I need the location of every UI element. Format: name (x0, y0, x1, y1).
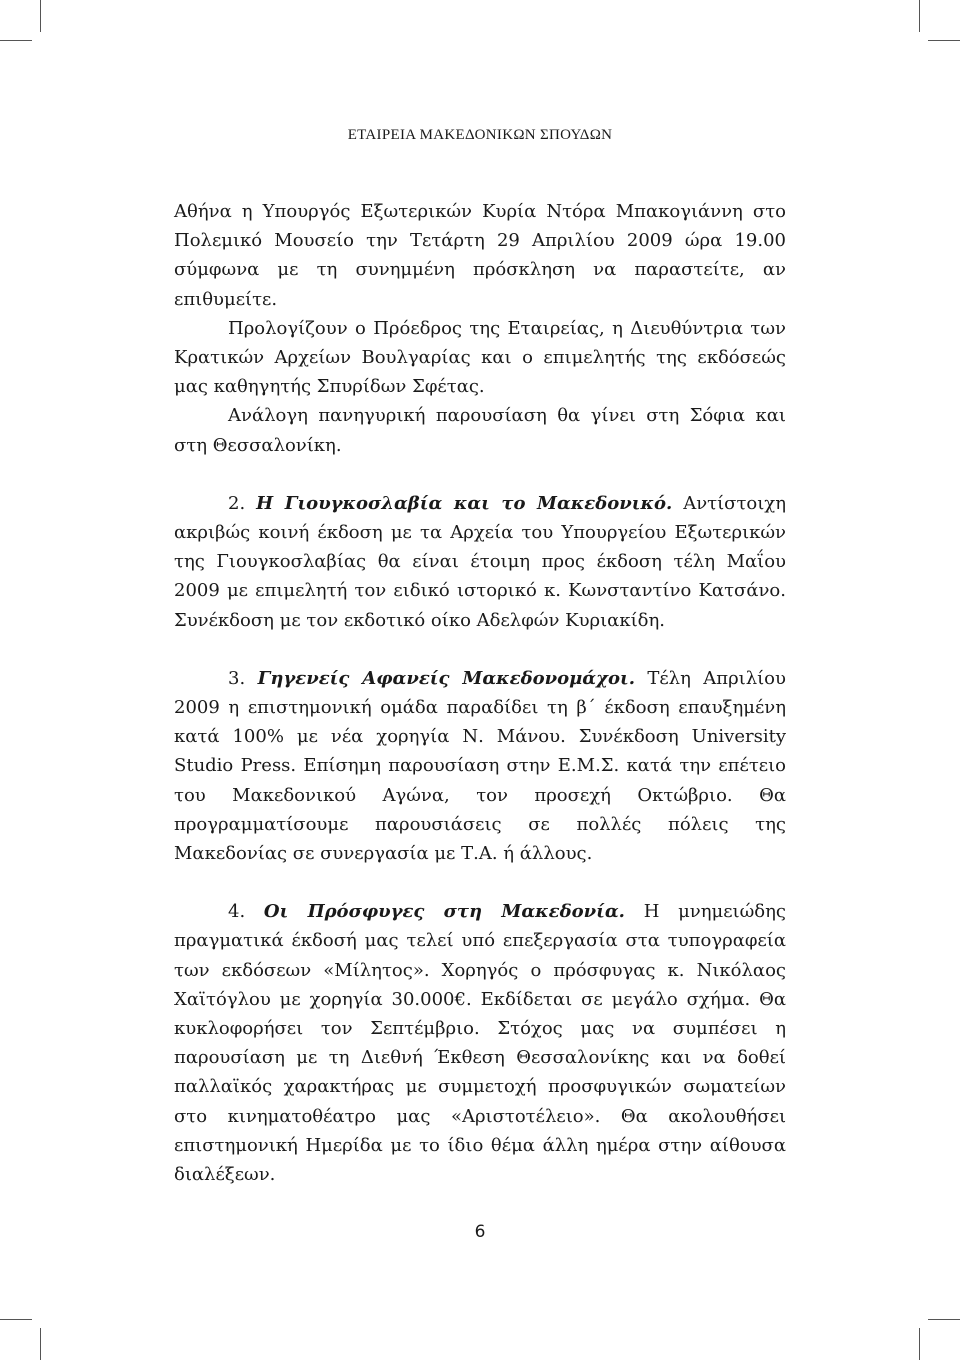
crop-mark-right-bottom (928, 1319, 960, 1320)
section-2 (174, 489, 786, 635)
body-text (174, 197, 786, 1189)
crop-mark-bottom-right (919, 1328, 920, 1360)
section-3-number: 3. (228, 667, 246, 689)
crop-mark-right-top (928, 40, 960, 41)
paragraph-2: Προλογίζουν ο Πρόεδρος της Εταιρείας, η Διευθύντρια των Κρατικών Αρχείων Βουλγαρίας και ο επιμελητής της εκδόσεώς μας καθηγητής Σπυρίδων Σφέτας. (174, 317, 786, 398)
paragraph-1: Αθήνα η Υπουργός Εξωτερικών Κυρία Ντόρα Μπακογιάννη στο Πολεμικό Μουσείο την Τετάρτη 29 Απριλίου 2009 ώρα 19.00 σύμφωνα με τη συνημμένη πρόσκληση να παραστείτε, αν επιθυμείτε. (174, 201, 786, 310)
page-number: 6 (474, 1222, 486, 1242)
section-2-number: 2. (228, 492, 246, 514)
crop-mark-top-left (40, 0, 41, 32)
running-head: ΕΤΑΙΡΕΙΑ ΜΑΚΕΔΟΝΙΚΩΝ ΣΠΟΥΔΩΝ (347, 127, 613, 143)
paragraph-3: Ανάλογη πανηγυρική παρουσίαση θα γίνει στη Σόφια και στη Θεσσαλονίκη. (174, 405, 786, 456)
section-3-text: Τέλη Απριλίου 2009 η επιστημονική ομάδα παραδίδει τη β΄ έκδοση επαυξημένη κατά 100% με νέα χορηγία Ν. Μάνου. Συνέκδοση University Studio Press. Επίσημη παρουσίαση στην Ε.Μ.Σ. κατά την επέτειο του Μακεδονικού Αγώνα, τον προσεχή Οκτώβριο. Θα προγραμματίσουμε παρουσιάσεις σε πολλές πόλεις της Μακεδονίας σε συνεργασία με Τ.Α. ή άλλους. (174, 667, 786, 865)
crop-mark-top-right (919, 0, 920, 32)
section-4-number: 4. (228, 901, 246, 923)
section-4-text: Η μνημειώδης πραγματικά έκδοσή μας τελεί υπό επεξεργασία στα τυπογραφεία των εκδόσεων «Μίλητος». Χορηγός ο πρόσφυγας κ. Νικόλαος Χαϊτόγλου με χορηγία 30.000€. Εκδίδεται σε μεγάλο σχήμα. Θα κυκλοφορήσει τον Σεπτέμβριο. Στόχος μας να συμπέσει η παρουσίαση με τη Διεθνή Έκθεση Θεσσαλονίκης και να δοθεί παλλαϊκός χαρακτήρας με συμμετοχή προσφυγικών σωματείων στο κινηματοθέατρο μας «Αριστοτέλειο». Θα ακολουθήσει επιστημονική Ημερίδα με το ίδιο θέμα άλλη ημέρα στην αίθουσα διαλέξεων. (174, 901, 786, 1186)
section-3-title: Γηγενείς Αφανείς Μακεδονομάχοι. (257, 667, 635, 689)
crop-mark-left-bottom (0, 1319, 32, 1320)
section-3 (174, 664, 786, 868)
section-2-title: Η Γιουγκοσλαβία και το Μακεδονικό. (256, 492, 673, 514)
section-4 (174, 897, 786, 1189)
crop-mark-left-top (0, 40, 32, 41)
section-4-title: Οι Πρόσφυγες στη Μακεδονία. (263, 901, 625, 923)
section-2-text: Αντίστοιχη ακριβώς κοινή έκδοση με τα Αρχεία του Υπουργείου Εξωτερικών της Γιουγκοσλαβίας θα είναι έτοιμη προς έκδοση τέλη Μαΐου 2009 με επιμελητή τον ειδικό ιστορικό κ. Κωνσταντίνο Κατσάνο. Συνέκδοση με τον εκδοτικό οίκο Αδελφών Κυριακίδη. (174, 492, 786, 631)
crop-mark-bottom-left (40, 1328, 41, 1360)
